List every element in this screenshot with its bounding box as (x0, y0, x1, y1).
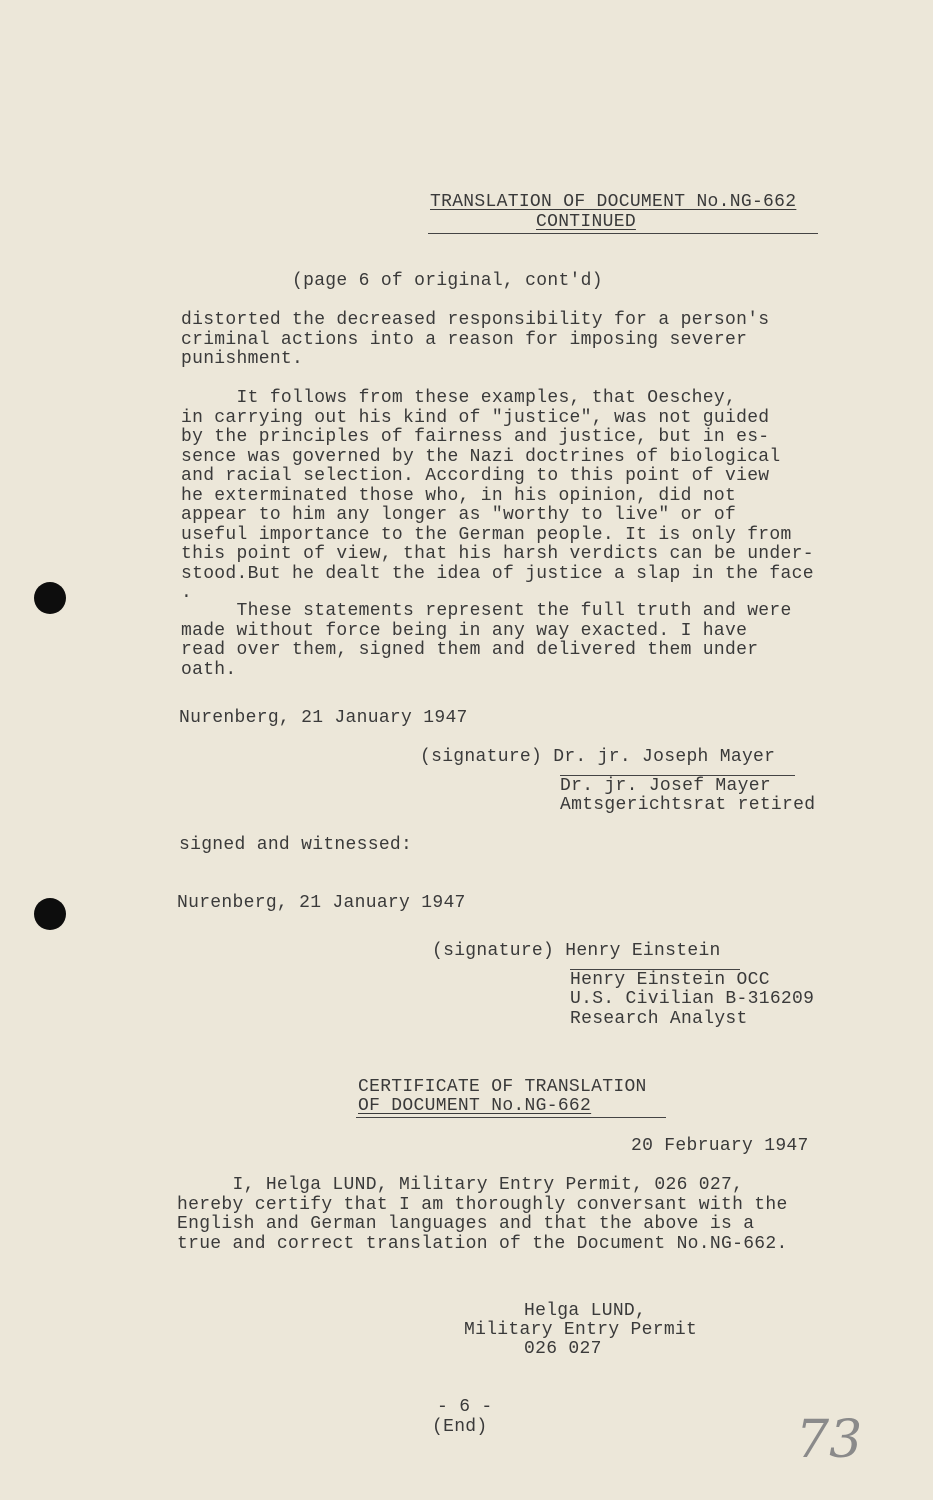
witness-title: Research Analyst (570, 1009, 748, 1029)
witness-place-date: Nurenberg, 21 January 1947 (177, 893, 466, 913)
affiant-place-date: Nurenberg, 21 January 1947 (179, 708, 468, 728)
page-number: - 6 - (437, 1397, 493, 1417)
certificate-date: 20 February 1947 (631, 1136, 809, 1156)
page-reference: (page 6 of original, cont'd) (292, 271, 603, 291)
translator-name: Helga LUND, (524, 1301, 647, 1321)
certificate-subtitle: OF DOCUMENT No.NG-662 (358, 1096, 592, 1116)
certificate-body: I, Helga LUND, Military Entry Permit, 026 027, hereby certify that I am thoroughly conversant with the English and German languages and that the above is a true and correct translation of the Document No.NG-662. (177, 1175, 788, 1254)
certificate-title: CERTIFICATE OF TRANSLATION (358, 1077, 647, 1097)
witness-signature: (signature) Henry Einstein (432, 941, 721, 961)
handwritten-number: 73 (796, 1410, 863, 1470)
translator-title: Military Entry Permit (464, 1320, 698, 1340)
paragraph-2-dot: . (181, 583, 193, 603)
punch-hole-bottom (34, 898, 66, 930)
translator-number: 026 027 (524, 1339, 602, 1359)
affiant-name: Dr. jr. Josef Mayer (560, 776, 771, 796)
paragraph-2: It follows from these examples, that Oeschey, in carrying out his kind of "justice", was not guided by the principles of fairness and justice, but in es- sence was governed by the Nazi doctrines of biological and racial selection. According to this point of view he exterminated those who, in his opinion, did not appear to him any longer as "worthy to live" or of useful importance to the German people. It is only from this point of view, that his harsh verdicts can be under- stood.But he dealt the idea of justice a slap in the face (181, 388, 814, 584)
punch-hole-top (34, 582, 66, 614)
affiant-title: Amtsgerichtsrat retired (560, 795, 816, 815)
witness-id: U.S. Civilian B-316209 (570, 989, 815, 1009)
paragraph-3: These statements represent the full truth and were made without force being in any way exacted. I have read over them, signed them and delivered them under oath. (181, 601, 792, 680)
end-marker: (End) (432, 1417, 488, 1437)
header-subtitle: CONTINUED (536, 212, 636, 232)
witness-label: signed and witnessed: (179, 835, 413, 855)
witness-name: Henry Einstein OCC (570, 970, 770, 990)
header-title: TRANSLATION OF DOCUMENT No.NG-662 (430, 192, 797, 212)
paragraph-1: distorted the decreased responsibility for a person's criminal actions into a reason for imposing severer punishment. (181, 310, 770, 369)
affiant-signature: (signature) Dr. jr. Joseph Mayer (420, 747, 776, 767)
certificate-rule (356, 1117, 666, 1118)
header-rule (428, 233, 818, 234)
